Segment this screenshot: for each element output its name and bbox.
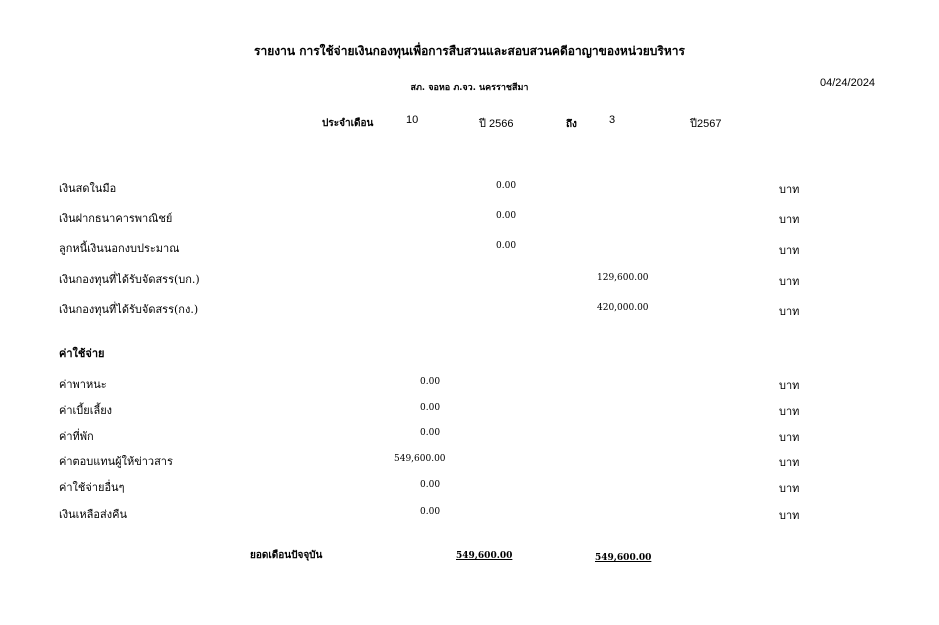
- month-from: 10: [406, 114, 419, 126]
- fund-value-allocated-kg: 420,000.00: [597, 303, 649, 313]
- summary-total-expense: 549,600.00: [456, 551, 513, 561]
- summary-total-fund: 549,600.00: [595, 553, 652, 563]
- expense-value-informant: 549,600.00: [394, 454, 446, 464]
- report-subtitle: สภ. จอหอ ภ.จว. นครราชสีมา: [410, 83, 529, 93]
- expense-unit-refund: บาท: [779, 509, 800, 522]
- summary-label: ยอดเดือนปัจจุบัน: [250, 550, 323, 561]
- fund-label-cash: เงินสดในมือ: [59, 182, 117, 195]
- expense-value-refund: 0.00: [420, 507, 441, 517]
- fund-label-bank: เงินฝากธนาคารพาณิชย์: [59, 212, 173, 225]
- period-label: ประจำเดือน: [322, 118, 374, 129]
- expenses-heading: ค่าใช้จ่าย: [59, 347, 105, 360]
- fund-label-allocated-kg: เงินกองทุนที่ได้รับจัดสรร(กง.): [59, 303, 199, 316]
- fund-label-allocated-bk: เงินกองทุนที่ได้รับจัดสรร(บก.): [59, 273, 200, 286]
- fund-value-debtor: 0.00: [496, 241, 517, 251]
- expense-unit-allowance: บาท: [779, 405, 800, 418]
- fund-value-allocated-bk: 129,600.00: [597, 273, 649, 283]
- report-title: รายงาน การใช้จ่ายเงินกองทุนเพื่อการสืบสวนและสอบสวนคดีอาญาของหน่วยบริหาร: [254, 44, 685, 58]
- expense-value-other: 0.00: [420, 480, 441, 490]
- expense-unit-accommodation: บาท: [779, 431, 800, 444]
- expense-unit-other: บาท: [779, 482, 800, 495]
- expense-value-transport: 0.00: [420, 377, 441, 387]
- expense-label-allowance: ค่าเบี้ยเลี้ยง: [59, 404, 113, 417]
- fund-unit-allocated-bk: บาท: [779, 275, 800, 288]
- report-date: 04/24/2024: [820, 77, 876, 89]
- fund-label-debtor: ลูกหนี้เงินนอกงบประมาณ: [59, 242, 180, 255]
- fund-unit-allocated-kg: บาท: [779, 305, 800, 318]
- expense-unit-transport: บาท: [779, 379, 800, 392]
- fund-value-cash: 0.00: [496, 181, 517, 191]
- expense-label-accommodation: ค่าที่พัก: [59, 430, 94, 443]
- to-label: ถึง: [566, 119, 577, 130]
- expense-value-allowance: 0.00: [420, 403, 441, 413]
- fund-unit-cash: บาท: [779, 183, 800, 196]
- expense-label-informant: ค่าตอบแทนผู้ให้ข่าวสาร: [59, 455, 173, 468]
- expense-unit-informant: บาท: [779, 456, 800, 469]
- fund-unit-debtor: บาท: [779, 244, 800, 257]
- year-from: ปี 2566: [479, 118, 514, 130]
- expense-label-transport: ค่าพาหนะ: [59, 378, 107, 391]
- expense-label-refund: เงินเหลือส่งคืน: [59, 508, 127, 521]
- expense-value-accommodation: 0.00: [420, 428, 441, 438]
- month-to: 3: [609, 114, 616, 126]
- fund-unit-bank: บาท: [779, 213, 800, 226]
- year-to: ปี2567: [690, 118, 722, 130]
- fund-value-bank: 0.00: [496, 211, 517, 221]
- expense-label-other: ค่าใช้จ่ายอื่นๆ: [59, 481, 125, 494]
